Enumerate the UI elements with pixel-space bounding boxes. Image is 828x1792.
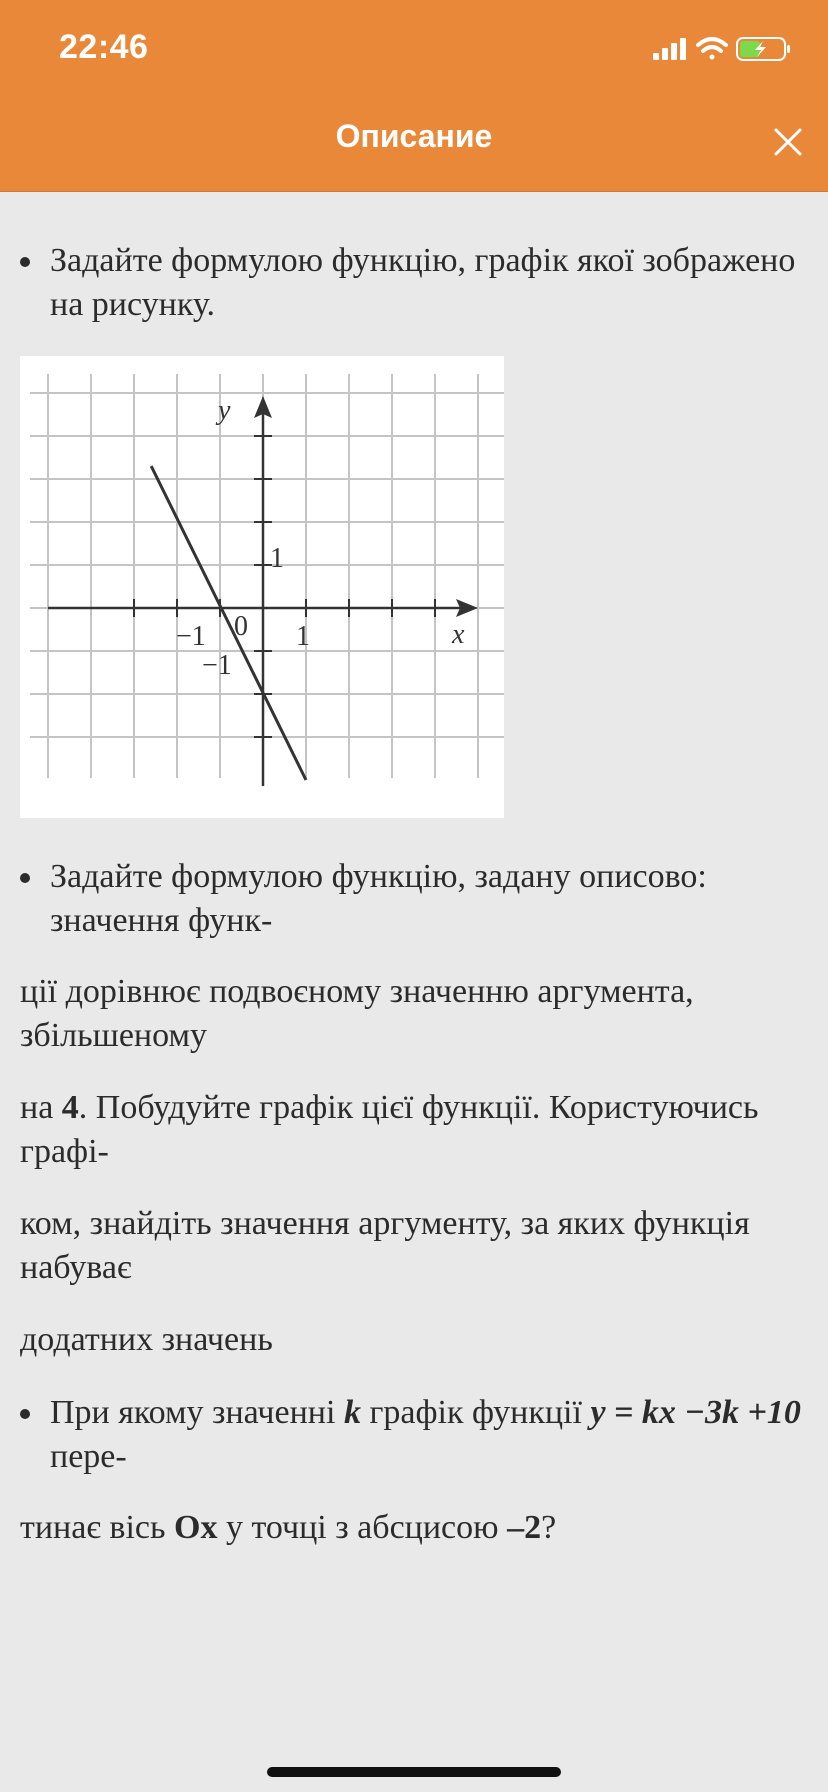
task-2-line-3: на 4. Побудуйте графік цієї функції. Користуючись графі-: [20, 1089, 759, 1170]
task-2-line-5: додатних значень: [20, 1321, 273, 1358]
battery-icon: [737, 38, 790, 60]
nav-header: [0, 0, 828, 192]
y-tick-label-1: 1: [270, 543, 284, 574]
task-1-text: Задайте формулою функцію, графік якої зображено на рисунку.: [50, 242, 796, 323]
y-tick-label-neg1: −1: [202, 650, 232, 681]
task-1: [20, 239, 810, 327]
k-symbol: k: [343, 1394, 361, 1431]
page-title: Описание: [335, 118, 493, 154]
status-icons: [653, 34, 793, 64]
y-axis: [254, 396, 272, 786]
close-icon[interactable]: [768, 122, 808, 162]
function-graph: [20, 356, 504, 818]
x-tick-label-1: 1: [296, 621, 310, 652]
task-2-line-4: ком, знайдіть значення аргументу, за яких функція набуває: [20, 1205, 750, 1286]
task-3: При якому значенні k графік функції y = kx −3k +10 пере-: [20, 1391, 810, 1479]
function-line: [151, 466, 306, 780]
task-2: [20, 855, 810, 943]
x-axis-label: x: [452, 619, 465, 650]
home-indicator[interactable]: [267, 1767, 561, 1777]
status-time: 22:46: [59, 28, 149, 66]
ox-axis: Ox: [174, 1509, 218, 1546]
number-4: 4: [61, 1089, 79, 1126]
task-3-line-2: тинає вісь Ox у точці з абсцисою –2?: [20, 1509, 557, 1546]
task-2-line-1: Задайте формулою функцію, задану описово: значення функ-: [50, 858, 707, 939]
abscissa-value: –2: [507, 1509, 542, 1546]
x-tick-label-neg1: −1: [176, 621, 206, 652]
wifi-icon: [698, 39, 726, 60]
formula: y = kx −3k +10: [590, 1394, 801, 1431]
origin-label: 0: [234, 611, 248, 642]
y-axis-label: y: [218, 395, 231, 426]
task-2-line-2: ції дорівнює подвоєному значенню аргумента, збільшеному: [20, 973, 694, 1054]
signal-icon: [653, 38, 686, 60]
